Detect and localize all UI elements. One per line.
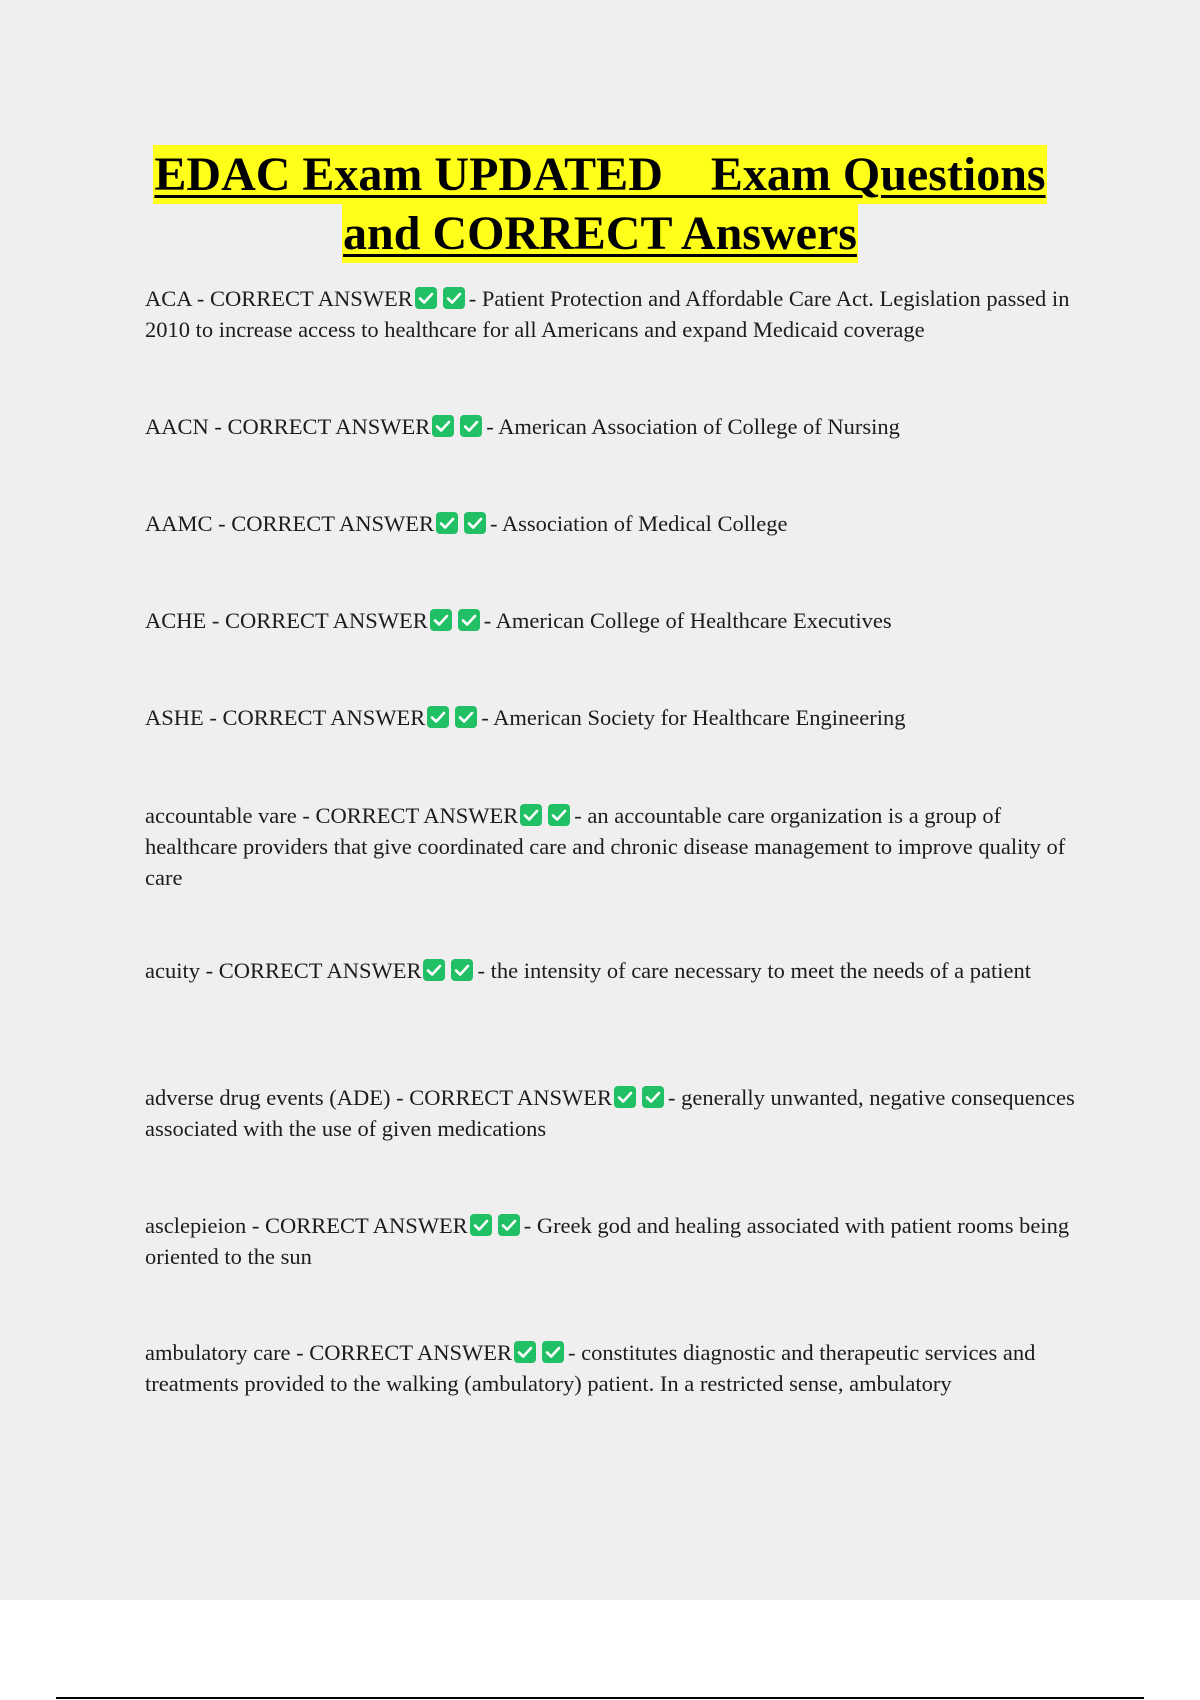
flashcard-entry (145, 955, 1095, 986)
entry-term: ASHE - CORRECT ANSWER (145, 705, 426, 730)
flashcard-entry (145, 1082, 1095, 1144)
check-mark-button-icon (423, 959, 445, 981)
entry-definition: - American College of Healthcare Executives (483, 608, 892, 633)
check-mark-button-icon (520, 804, 542, 826)
check-mark-button-icon (542, 1341, 564, 1363)
entry-term: ambulatory care - CORRECT ANSWER (145, 1340, 513, 1365)
entry-term: AACN - CORRECT ANSWER (145, 414, 431, 439)
check-mark-button-icon (464, 512, 486, 534)
check-mark-button-icon (415, 287, 437, 309)
entry-term: AAMC - CORRECT ANSWER (145, 511, 434, 536)
check-mark-button-icon (455, 706, 477, 728)
flashcard-entry (145, 411, 1095, 442)
document-title (0, 145, 1200, 263)
page-divider (56, 1697, 1144, 1699)
check-mark-button-icon (642, 1086, 664, 1108)
entry-definition: - Patient Protection and Affordable Care Act. Legislation passed in 2010 to increase access to healthcare for all Americans and expand Medicaid coverage (145, 286, 1070, 342)
entry-definition: - the intensity of care necessary to meet the needs of a patient (477, 958, 1031, 983)
entry-definition: - generally unwanted, negative consequences associated with the use of given medications (145, 1085, 1075, 1141)
check-mark-button-icon (430, 609, 452, 631)
title-line-2: and CORRECT Answers (342, 204, 858, 263)
flashcard-entry (145, 1337, 1095, 1399)
entry-term: asclepieion - CORRECT ANSWER (145, 1213, 468, 1238)
entry-term: accountable vare - CORRECT ANSWER (145, 803, 519, 828)
check-mark-button-icon (432, 415, 454, 437)
flashcard-entry (145, 1210, 1095, 1272)
flashcard-entry (145, 283, 1095, 345)
flashcard-entry (145, 508, 1095, 539)
flashcard-entry (145, 605, 1095, 636)
check-mark-button-icon (460, 415, 482, 437)
entry-definition: - Association of Medical College (490, 511, 788, 536)
check-mark-button-icon (514, 1341, 536, 1363)
check-mark-button-icon (548, 804, 570, 826)
entry-term: ACHE - CORRECT ANSWER (145, 608, 428, 633)
check-mark-button-icon (458, 609, 480, 631)
entry-term: adverse drug events (ADE) - CORRECT ANSWER (145, 1085, 613, 1110)
check-mark-button-icon (427, 706, 449, 728)
check-mark-button-icon (443, 287, 465, 309)
check-mark-button-icon (470, 1214, 492, 1236)
entry-definition: - constitutes diagnostic and therapeutic services and treatments provided to the walking (ambulatory) patient. In a restricted sense, ambulatory (145, 1340, 1036, 1396)
flashcard-entry (145, 800, 1095, 893)
entry-definition: - Greek god and healing associated with patient rooms being oriented to the sun (145, 1213, 1070, 1269)
entry-definition: - American Association of College of Nursing (486, 414, 900, 439)
check-mark-button-icon (436, 512, 458, 534)
check-mark-button-icon (451, 959, 473, 981)
flashcard-entry (145, 702, 1095, 733)
check-mark-button-icon (614, 1086, 636, 1108)
check-mark-button-icon (498, 1214, 520, 1236)
entry-definition: - American Society for Healthcare Engineering (481, 705, 906, 730)
entry-term: ACA - CORRECT ANSWER (145, 286, 413, 311)
entry-term: acuity - CORRECT ANSWER (145, 958, 422, 983)
title-line-1: EDAC Exam UPDATED Exam Questions (153, 145, 1046, 204)
entry-definition: - an accountable care organization is a group of healthcare providers that give coordinated care and chronic disease management to improve quality of care (145, 803, 1066, 890)
